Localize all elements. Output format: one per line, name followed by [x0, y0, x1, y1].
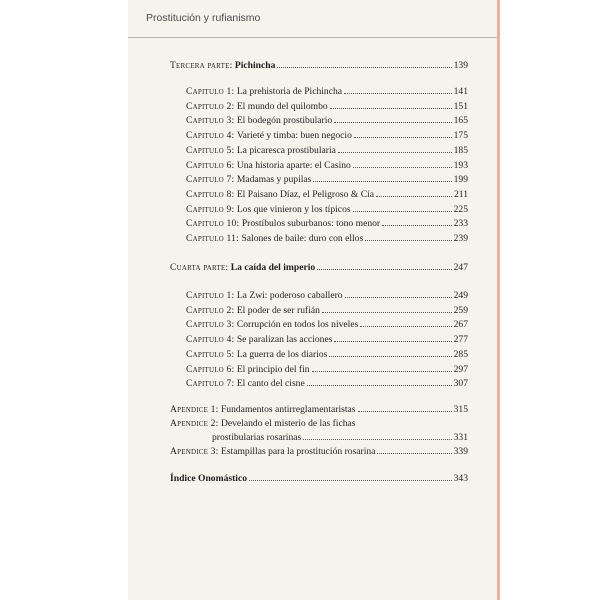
entry-prefix: Capitulo 5:	[186, 348, 235, 360]
toc-entry	[170, 418, 468, 430]
entry-prefix: Capitulo 7:	[186, 378, 235, 390]
dot-leader	[249, 480, 452, 481]
entry-title: El canto del cisne	[236, 378, 305, 390]
entry-prefix: Capitulo 11:	[186, 233, 240, 244]
entry-title: Pichincha	[234, 60, 276, 71]
toc-entry	[186, 130, 468, 142]
entry-title: Prostíbulos suburbanos: tono menor	[241, 218, 381, 230]
dot-leader	[345, 297, 452, 298]
page-number: 185	[453, 144, 468, 156]
page-number: 315	[453, 404, 468, 415]
page-number: 285	[453, 348, 468, 360]
dot-leader	[344, 93, 452, 94]
entry-prefix: Capitulo 3:	[186, 319, 235, 331]
toc-entry	[186, 204, 468, 216]
dot-leader	[353, 167, 452, 168]
entry-title: Se paralizan las acciones	[236, 334, 333, 346]
entry-title: Varieté y timba: buen negocio	[236, 130, 352, 142]
dot-leader	[382, 225, 451, 226]
toc-entry	[186, 364, 468, 376]
entry-title: Salones de baile: duro con ellos	[241, 233, 364, 244]
page-number: 297	[453, 363, 468, 375]
toc-entry	[186, 101, 468, 113]
entry-prefix: Capitulo 4:	[186, 334, 235, 346]
toc-entry	[186, 86, 468, 98]
page-number: 193	[453, 159, 468, 171]
page-number: 267	[453, 319, 468, 331]
toc-entry	[170, 262, 468, 274]
entry-prefix: Apendice 1:	[170, 404, 219, 415]
entry-prefix: Capitulo 1:	[186, 290, 235, 301]
toc-entry	[186, 233, 468, 245]
entry-prefix: Capitulo 2:	[186, 304, 235, 316]
dot-leader	[334, 341, 451, 342]
toc-entry	[186, 334, 468, 346]
entry-title: Estampillas para la prostitución rosarina	[220, 446, 376, 457]
entry-prefix: Apendice 3:	[170, 446, 219, 457]
entry-title: Madamas y pupilas	[236, 174, 312, 186]
dot-leader	[330, 108, 452, 109]
dot-leader	[376, 196, 452, 197]
page-number: 331	[453, 432, 468, 443]
entry-prefix: Capitulo 3:	[186, 115, 235, 127]
entry-prefix: Capitulo 6:	[186, 363, 235, 375]
page-number: 307	[453, 378, 468, 390]
entry-prefix: Capitulo 5:	[186, 144, 235, 156]
page-number: 233	[453, 218, 468, 230]
page-number: 151	[453, 100, 468, 112]
toc-entry	[186, 349, 468, 361]
entry-title: La prehistoria de Pichincha	[236, 86, 343, 97]
entry-title: Corrupción en todos los niveles	[236, 319, 359, 331]
page-number: 343	[453, 473, 468, 484]
dot-leader	[313, 181, 451, 182]
page-number: 277	[453, 334, 468, 346]
entry-title: Fundamentos antirreglamentaristas	[220, 404, 356, 415]
entry-title: La caída del imperio	[230, 262, 316, 273]
entry-title: Una historia aparte: el Casino	[236, 159, 351, 171]
toc-entry	[186, 160, 468, 172]
page-number: 165	[453, 115, 468, 127]
dot-leader	[360, 326, 451, 327]
page-number: 239	[453, 233, 468, 244]
dot-leader	[338, 152, 452, 153]
dot-leader	[377, 453, 451, 454]
toc-entry	[170, 404, 468, 416]
page-number: 199	[453, 174, 468, 186]
dot-leader	[365, 240, 451, 241]
entry-title: El poder de ser rufián	[236, 304, 320, 316]
dot-leader	[322, 312, 452, 313]
toc-entry	[186, 290, 468, 302]
toc-entry	[186, 218, 468, 230]
page-number: 339	[453, 446, 468, 457]
dot-leader	[353, 211, 452, 212]
entry-title: Develando el misterio de las fichas	[220, 418, 356, 429]
dot-leader	[312, 371, 452, 372]
entry-prefix: Capitulo 2:	[186, 100, 235, 112]
dot-leader	[329, 356, 451, 357]
entry-title: Los que vinieron y los típicos	[236, 203, 351, 215]
toc-entry	[186, 189, 468, 201]
toc-entry-continuation	[212, 432, 468, 444]
page-number: 225	[453, 203, 468, 215]
entry-title: El Paisano Díaz, el Peligroso & Cía	[236, 188, 375, 200]
dot-leader	[358, 411, 452, 412]
running-title: Prostitución y rufianismo	[146, 12, 261, 24]
table-of-contents	[128, 0, 497, 600]
dot-leader	[334, 122, 451, 123]
entry-prefix: Tercera parte:	[170, 60, 233, 71]
entry-prefix: Capitulo 1:	[186, 86, 235, 97]
dot-leader	[317, 269, 451, 270]
book-page	[128, 0, 500, 600]
entry-prefix: Capitulo 4:	[186, 130, 235, 142]
entry-title: El mundo del quilombo	[236, 100, 328, 112]
entry-prefix: Capitulo 8:	[186, 188, 235, 200]
entry-title-continuation: prostibularias rosarinas	[212, 432, 302, 443]
page-number: 175	[453, 130, 468, 142]
entry-title: Índice Onomástico	[170, 473, 248, 484]
entry-title: La Zwi: poderoso caballero	[236, 290, 343, 301]
dot-leader	[303, 439, 451, 440]
entry-prefix: Apendice 2:	[170, 418, 219, 429]
entry-prefix: Capitulo 9:	[186, 203, 235, 215]
toc-entry	[170, 446, 468, 458]
dot-leader	[354, 137, 452, 138]
page-number: 247	[453, 262, 468, 273]
entry-title: El bodegón prostibulario	[236, 115, 333, 127]
entry-title: La guerra de los diarios	[236, 348, 328, 360]
toc-entry	[186, 145, 468, 157]
page-number: 141	[453, 86, 468, 97]
dot-leader	[277, 67, 451, 68]
toc-entry	[170, 60, 468, 72]
page-number: 259	[453, 304, 468, 316]
entry-prefix: Cuarta parte:	[170, 262, 229, 273]
toc-entry	[186, 378, 468, 390]
entry-prefix: Capitulo 7:	[186, 174, 235, 186]
page-number: 249	[453, 290, 468, 301]
toc-entry	[186, 319, 468, 331]
toc-entry	[186, 305, 468, 317]
toc-entry	[186, 115, 468, 127]
entry-title: El principio del fin	[236, 363, 310, 375]
page-number: 211	[453, 188, 468, 200]
entry-title: La picaresca prostibularia	[236, 144, 336, 156]
toc-entry	[170, 473, 468, 485]
entry-prefix: Capitulo 6:	[186, 159, 235, 171]
entry-prefix: Capitulo 10:	[186, 218, 240, 230]
toc-entry	[186, 174, 468, 186]
dot-leader	[307, 385, 452, 386]
page-number: 139	[453, 60, 468, 71]
